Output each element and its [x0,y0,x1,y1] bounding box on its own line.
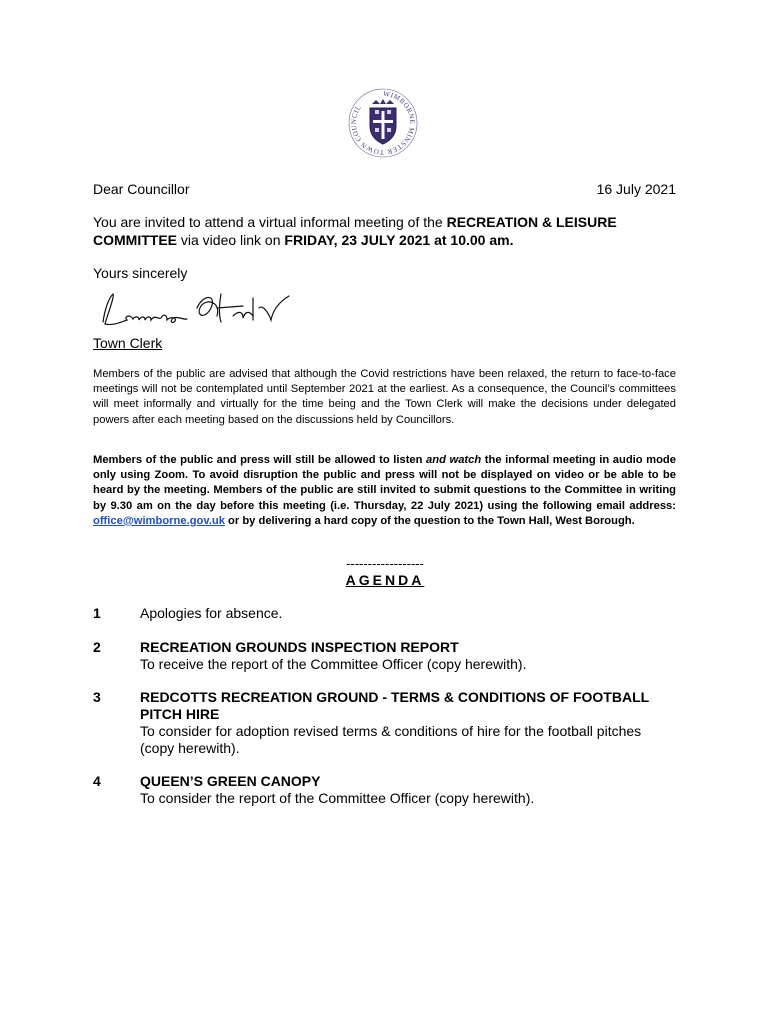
agenda-item-heading: REDCOTTS RECREATION GROUND - TERMS & CONDITIONS OF FOOTBALL PITCH HIRE [140,689,649,722]
council-seal-logo [348,88,418,166]
agenda-item-detail: Apologies for absence. [140,605,283,621]
notice-text-a: Members of the public and press will still be allowed to listen [93,454,427,466]
agenda-item-number: 2 [93,639,101,655]
salutation: Dear Councillor [93,181,190,197]
notice-emphasis: and watch [426,454,482,466]
notice-text-c: or by delivering a hard copy of the question to the Town Hall, West Borough. [224,514,635,527]
invitation-middle: via video link on [177,232,285,248]
covid-notice: Members of the public are advised that although the Covid restrictions have been relaxed, the return to face-to-face meetings will not be contemplated until September 2021 at the earliest. As a consequence, the Council’s committees will meet informally and virtually for the time being and the Town Clerk will make the decisions under delegated powers after each meeting based on the discussions held by Councillors. [93,368,676,426]
meeting-datetime: FRIDAY, 23 JULY 2021 at 10.00 am. [284,232,514,248]
handwritten-signature [93,286,313,332]
agenda-item-heading: RECREATION GROUNDS INSPECTION REPORT [140,639,459,655]
agenda-title: AGENDA [345,572,425,588]
letter-date: 16 July 2021 [596,181,676,197]
letter-header [93,181,676,197]
agenda-item-number: 1 [93,605,101,621]
signatory-role: Town Clerk [93,335,163,351]
public-participation-notice [93,453,676,529]
agenda-item-heading: QUEEN’S GREEN CANOPY [140,773,321,789]
agenda-item-detail: To consider the report of the Committee Officer (copy herewith). [140,790,535,806]
section-separator: ------------------ [346,556,424,571]
sign-off: Yours sincerely [93,265,188,281]
agenda-item-number: 4 [93,773,101,789]
committee-name: RECREATION & LEISURE COMMITTEE [93,214,617,248]
agenda-item-detail: To consider for adoption revised terms & conditions of hire for the football pitches (copy herewith). [140,723,642,756]
invitation-text [93,213,676,249]
svg-text:WIMBORNE MINSTER TOWN COUNCIL: WIMBORNE MINSTER TOWN COUNCIL [349,89,417,157]
email-link[interactable]: office@wimborne.gov.uk [93,514,225,527]
invitation-lead: You are invited to attend a virtual informal meeting of the [93,214,447,230]
notice-text-b: the informal meeting in audio mode only using Zoom. To avoid disruption the public and press will not be displayed on video or be able to be heard by the meeting. Members of the public are still invited to submit questions to the Committee in writing by 9.30 am on the day before this meeting (i.e. Thursday, 22 July 2021) using the following email address: [93,454,676,512]
agenda-item-number: 3 [93,689,101,705]
agenda-item-detail: To receive the report of the Committee Officer (copy herewith). [140,656,527,672]
